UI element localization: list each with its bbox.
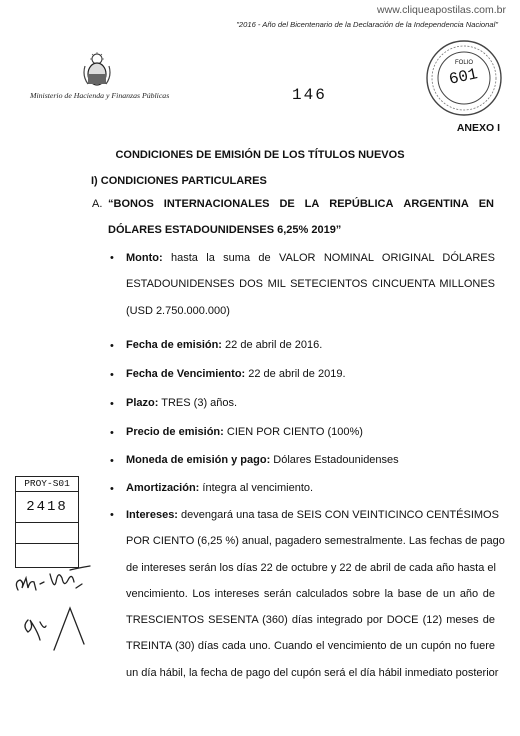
monto-text: hasta la suma de VALOR NOMINAL ORIGINAL DÓLARES — [162, 252, 495, 264]
intereses-line-5: TRESCIENTOS SESENTA (360) días integrado por DOCE (12) meses de — [126, 614, 495, 627]
bullet-icon: • — [110, 398, 114, 410]
intereses-line-6: TREINTA (30) días cada uno. Cuando el vencimiento de un cupón no fuere — [126, 640, 495, 653]
monto-line-1 — [126, 245, 495, 271]
proy-label: PROY-S01 — [16, 477, 78, 492]
intereses-paragraph — [126, 502, 505, 686]
handwritten-signature-icon — [10, 560, 110, 670]
intereses-line-2: POR CIENTO (6,25 %) anual, pagadero semestralmente. Las fechas de pago — [126, 535, 505, 548]
monto-line-3: (USD 2.750.000.000) — [126, 304, 230, 317]
bullet-icon: • — [110, 483, 114, 495]
fecha-emision-value: 22 de abril de 2016. — [221, 339, 323, 351]
item-title-word: “BONOS — [108, 198, 154, 210]
section-heading: I) CONDICIONES PARTICULARES — [91, 175, 267, 187]
fecha-emision-line — [126, 339, 322, 351]
page-number: 146 — [292, 86, 327, 104]
intereses-line-1 — [126, 502, 499, 528]
item-title-word: LA — [304, 198, 320, 210]
intereses-line-7: un día hábil, la fecha de pago del cupón será el día hábil inmediato posterior — [126, 666, 499, 679]
fecha-vencimiento-line — [126, 368, 346, 380]
document-title: CONDICIONES DE EMISIÓN DE LOS TÍTULOS NUEVOS — [115, 149, 405, 161]
folio-stamp — [424, 38, 504, 118]
watermark-url: www.cliqueapostilas.com.br — [377, 4, 506, 16]
proy-number: 2418 — [16, 492, 78, 523]
precio-value: CIEN POR CIENTO (100%) — [223, 426, 363, 438]
moneda-value: Dólares Estadounidenses — [270, 454, 399, 466]
bullet-icon: • — [110, 252, 114, 264]
precio-line — [126, 426, 363, 438]
monto-label: Monto: — [126, 252, 163, 264]
item-title-word: ARGENTINA — [403, 198, 469, 210]
intereses-label: Intereses: — [126, 509, 178, 521]
fecha-vencimiento-label: Fecha de Vencimiento: — [126, 368, 246, 380]
bullet-icon: • — [110, 369, 114, 381]
precio-label: Precio de emisión: — [126, 426, 224, 438]
proy-blank-row — [16, 523, 78, 544]
folio-number: 601 — [447, 65, 480, 89]
item-title-word: INTERNACIONALES — [163, 198, 270, 210]
proy-box — [15, 476, 79, 568]
item-title-word: DE — [279, 198, 295, 210]
intereses-text: devengará una tasa de SEIS CON VEINTICINCO CENTÉSIMOS — [177, 509, 499, 521]
plazo-value: TRES (3) años. — [158, 397, 238, 409]
folio-label: FOLIO — [455, 60, 474, 66]
bullet-icon: • — [110, 340, 114, 352]
intereses-line-4: vencimiento. Los intereses serán calculados sobre la base de un año de — [126, 587, 495, 600]
monto-paragraph — [126, 245, 495, 324]
annex-heading: ANEXO I — [456, 122, 500, 134]
amortizacion-line — [126, 482, 313, 494]
monto-line-2: ESTADOUNIDENSES DOS MIL SETECIENTOS CINCUENTA MILLONES — [126, 278, 495, 291]
moneda-line — [126, 454, 399, 466]
header-motto: "2016 - Año del Bicentenario de la Declaración de la Independencia Nacional" — [236, 20, 498, 29]
bullet-icon: • — [110, 427, 114, 439]
amortizacion-label: Amortización: — [126, 482, 200, 494]
plazo-line — [126, 397, 237, 409]
fecha-emision-label: Fecha de emisión: — [126, 339, 222, 351]
ministry-name: Ministerio de Hacienda y Finanzas Públicas — [30, 91, 170, 100]
plazo-label: Plazo: — [126, 397, 159, 409]
coat-of-arms-icon — [82, 52, 112, 88]
item-title-line-1 — [108, 198, 494, 210]
bullet-icon: • — [110, 509, 114, 521]
intereses-line-3: de intereses serán los días 22 de octubre y 22 de abril de cada año hasta el — [126, 561, 496, 574]
item-title-word: REPÚBLICA — [329, 198, 394, 210]
item-letter: A. — [92, 198, 103, 210]
bullet-icon: • — [110, 455, 114, 467]
amortizacion-value: íntegra al vencimiento. — [199, 482, 314, 494]
item-title-line-2: DÓLARES ESTADOUNIDENSES 6,25% 2019” — [108, 224, 342, 236]
moneda-label: Moneda de emisión y pago: — [126, 454, 271, 466]
fecha-vencimiento-value: 22 de abril de 2019. — [245, 368, 346, 380]
item-title-word: EN — [478, 198, 494, 210]
